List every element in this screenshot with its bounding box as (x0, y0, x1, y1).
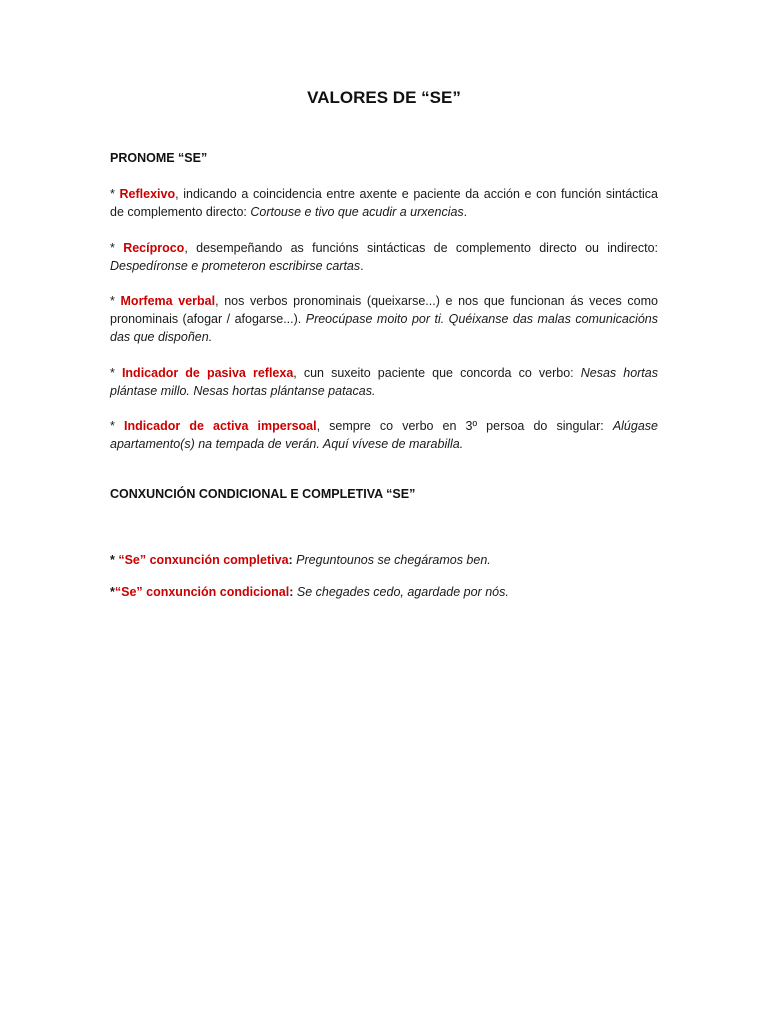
description: , sempre co verbo en 3º persoa do singular: (316, 419, 613, 433)
term-condicional: “Se” conxunción condicional (114, 585, 290, 599)
term-pasiva-reflexa: Indicador de pasiva reflexa (121, 366, 294, 380)
term-reflexivo: Reflexivo (119, 187, 176, 201)
bullet: * (110, 585, 115, 599)
section-heading-pronome: PRONOME “SE” (110, 151, 208, 165)
description: , desempeñando as funcións sintácticas de complemento directo ou indirecto: (184, 241, 659, 255)
example: Preocúpase moito por ti. Quéixanse das malas comunicacións das que dispoñen. (110, 312, 658, 344)
paragraph-completiva (110, 551, 658, 569)
section-heading-conxuncion: CONXUNCIÓN CONDICIONAL E COMPLETIVA “SE” (110, 487, 416, 501)
colon: : (289, 585, 297, 599)
bullet: * (110, 419, 124, 433)
document-title: VALORES DE “SE” (307, 88, 461, 107)
bullet: * (110, 187, 120, 201)
suffix: . (360, 259, 364, 273)
description: , cun suxeito paciente que concorda co verbo: (293, 366, 581, 380)
example: Cortouse e tivo que acudir a urxencias (250, 205, 464, 219)
term-reciproco: Recíproco (123, 241, 185, 255)
paragraph-condicional (110, 583, 658, 601)
colon: : (288, 553, 297, 567)
paragraph-reflexivo (110, 185, 658, 221)
example: Nesas hortas plántase millo. Nesas hortas plántanse patacas. (110, 366, 658, 398)
term-completiva: “Se” conxunción completiva (118, 553, 289, 567)
example: Preguntounos se chegáramos ben. (296, 553, 491, 567)
bullet: * (110, 553, 119, 567)
description: , indicando a coincidencia entre axente e paciente da acción e con función sintáctica de complemento directo: (110, 187, 658, 219)
bullet: * (110, 241, 124, 255)
paragraph-morfema-verbal (110, 292, 658, 346)
term-morfema-verbal: Morfema verbal (120, 294, 216, 308)
example: Se chegades cedo, agardade por nós. (296, 585, 509, 599)
bullet: * (110, 366, 122, 380)
suffix: . (463, 205, 468, 219)
example: Despedíronse e prometeron escribirse cartas (110, 259, 361, 273)
example: Alúgase apartamento(s) na tempada de verán. Aquí vívese de marabilla. (110, 419, 658, 451)
paragraph-reciproco (110, 239, 658, 275)
paragraph-pasiva-reflexa (110, 364, 658, 400)
bullet: * (110, 294, 121, 308)
term-activa-impersoal: Indicador de activa impersoal (123, 419, 317, 433)
description: , nos verbos pronominais (queixarse...) e nos que funcionan ás veces como pronominais (afogar / afogarse...). (110, 294, 658, 326)
paragraph-activa-impersoal (110, 417, 658, 453)
